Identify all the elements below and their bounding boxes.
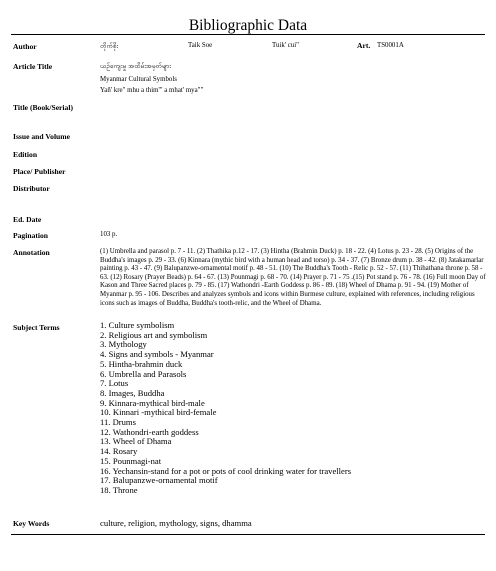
list-item: 2. Religious art and symbolism [100,329,208,340]
author-english: Taik Soe [188,42,213,49]
list-item: 16. Yechansin-stand for a pot or pots of cool drinking water for travellers [100,465,352,476]
article-title-romanized: Yañ' kre" mhu a thim'" a mhat' mya"" [100,87,204,94]
page-title: Bibliographic Data [188,17,308,34]
edition-label: Edition [13,150,38,159]
pagination-value: 103 p. [100,231,118,238]
issue-volume-label: Issue and Volume [13,132,70,141]
list-item: 12. Wathondri-earth goddess [100,426,199,437]
art-label: Art. [357,41,371,50]
list-item: 11. Drums [100,417,136,428]
list-item: 17. Balupanzwe-ornamental motif [100,475,218,486]
title-book-label: Title (Book/Serial) [13,103,73,112]
list-item: 15. Pounmagi-nat [100,455,162,466]
top-divider [11,34,485,35]
key-words-value: culture, religion, mythology, signs, dhamma [100,518,252,528]
key-words-label: Key Words [13,519,50,528]
list-item: 18. Throne [100,484,138,495]
list-item: 6. Umbrella and Parasols [100,368,187,379]
list-item: 7. Lotus [100,378,129,389]
subject-terms-label: Subject Terms [13,323,60,332]
list-item: 1. Culture symbolism [100,320,175,330]
list-item: 13. Wheel of Dhama [100,436,172,447]
list-item: 14. Rosary [100,446,138,457]
list-item: 5. Hintha-brahmin duck [100,358,183,369]
author-myanmar: တိုက်စိုး [100,42,118,50]
article-title-myanmar: ယဉ်ကျေးမှု အထိမ်းအမှတ်များ [100,62,171,70]
ed-date-label: Ed. Date [13,215,42,224]
bottom-divider [11,534,485,535]
pagination-label: Pagination [13,231,49,240]
article-title-english: Myanmar Cultural Symbols [100,76,177,83]
list-item: 10. Kinnari -mythical bird-female [100,407,217,418]
art-value: TS0001A [377,42,404,49]
list-item: 9. Kinnara-mythical bird-male [100,397,205,408]
distributor-label: Distributor [13,184,50,193]
list-item: 3. Mythology [100,339,147,350]
annotation-label: Annotation [13,248,50,257]
subject-terms-list [100,321,351,496]
author-romanized: Tuik' cui" [272,42,299,49]
annotation-text: (1) Umbrella and parasol p. 7 - 11. (2) Thathika p.12 - 17. (3) Hintha (Brahmin Duck) p. 18 - 22. (4) Lotus p. 23 - 28. (5) Origins of the Buddha's images p. 29 - 33. (6) Kinnara (mythic bird with a human head and torso) p. 34 - 37. (7) Bronze drum p. 38 - 42. (8) Jatakamarlar painting p. 43 - 47. (9) Balupanzwe-ornamental motif p. 48 - 51. (10) The Buddha's Tooth - Relic p. 52 - 57. (11) Thihathana throne p. 58 - 63. (12) Rosary (Prayer Beads) p. 64 - 67. (13) Pounmagi p. 68 - 70. (14) Prayer p. 71 - 75 .(15) Pot stand p. 76 - 78. (16) Full moon Day of Kason and Three Sacred places p. 79 - 85. (17) Wathondri -Earth Goddess p. 86 - 89. (18) Wheel of Dhama p. 91 - 94. (19) Mother of Myanmar p. 95 - 106. Describes and analyzes symbols and icons within Burmese culture, explained with references, including religious icons such as images of Buddha, Buddha's tooth-relic, and the Wheel of Dhama. [100,248,486,307]
list-item: 8. Images, Buddha [100,387,165,398]
list-item: 4. Signs and symbols - Myanmar [100,349,214,360]
place-publisher-label: Place/ Publisher [13,167,66,176]
article-title-label: Article Title [13,62,53,71]
author-label: Author [13,42,37,51]
